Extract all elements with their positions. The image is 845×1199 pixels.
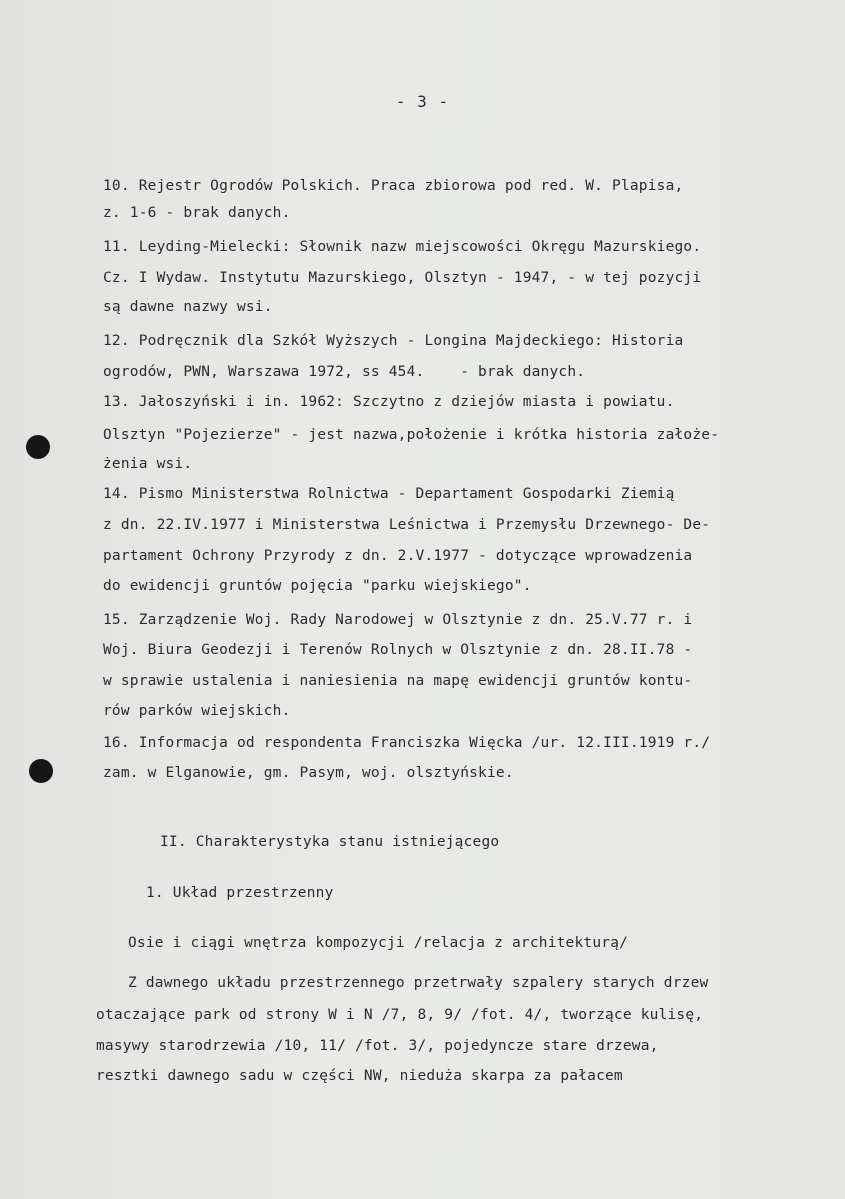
entry-11-line-3: są dawne nazwy wsi. — [103, 299, 273, 315]
entry-12-line-1: 12. Podręcznik dla Szkół Wyższych - Longina Majdeckiego: Historia — [103, 333, 684, 349]
entry-13-line-3: żenia wsi. — [103, 456, 193, 472]
punch-hole-top — [26, 435, 50, 459]
entry-14-line-2: z dn. 22.IV.1977 i Ministerstwa Leśnictwa i Przemysłu Drzewnego- De- — [103, 517, 711, 533]
entry-15-line-3: w sprawie ustalenia i naniesienia na mapę ewidencji gruntów kontu- — [103, 673, 693, 689]
body-line-1: Z dawnego układu przestrzennego przetrwały szpalery starych drzew — [128, 975, 709, 991]
entry-15-line-2: Woj. Biura Geodezji i Terenów Rolnych w Olsztynie z dn. 28.II.78 - — [103, 642, 693, 658]
punch-hole-bottom — [29, 759, 53, 783]
entry-10-line-1: 10. Rejestr Ogrodów Polskich. Praca zbiorowa pod red. W. Plapisa, — [103, 178, 684, 194]
page-number: - 3 - — [395, 92, 450, 111]
section-heading: II. Charakterystyka stanu istniejącego — [160, 834, 500, 850]
entry-15-line-4: rów parków wiejskich. — [103, 703, 291, 719]
entry-15-line-1: 15. Zarządzenie Woj. Rady Narodowej w Olsztynie z dn. 25.V.77 r. i — [103, 612, 693, 628]
entry-13-line-1: 13. Jałoszyński i in. 1962: Szczytno z dziejów miasta i powiatu. — [103, 394, 675, 410]
subsection-heading: 1. Układ przestrzenny — [146, 885, 334, 901]
entry-10-line-2: z. 1-6 - brak danych. — [103, 205, 291, 221]
entry-12-line-2: ogrodów, PWN, Warszawa 1972, ss 454. - brak danych. — [103, 364, 586, 380]
entry-14-line-4: do ewidencji gruntów pojęcia "parku wiejskiego". — [103, 578, 532, 594]
body-line-3: masywy starodrzewia /10, 11/ /fot. 3/, pojedyncze stare drzewa, — [96, 1038, 659, 1054]
entry-14-line-1: 14. Pismo Ministerstwa Rolnictwa - Departament Gospodarki Ziemią — [103, 486, 675, 502]
body-line-4: resztki dawnego sadu w części NW, nieduża skarpa za pałacem — [96, 1068, 623, 1084]
entry-16-line-1: 16. Informacja od respondenta Franciszka Więcka /ur. 12.III.1919 r./ — [103, 735, 711, 751]
entry-11-line-1: 11. Leyding-Mielecki: Słownik nazw miejscowości Okręgu Mazurskiego. — [103, 239, 702, 255]
entry-11-line-2: Cz. I Wydaw. Instytutu Mazurskiego, Olsztyn - 1947, - w tej pozycji — [103, 270, 702, 286]
entry-13-line-2: Olsztyn "Pojezierze" - jest nazwa,położenie i krótka historia założe- — [103, 427, 720, 443]
entry-16-line-2: zam. w Elganowie, gm. Pasym, woj. olsztyńskie. — [103, 765, 514, 781]
body-line-2: otaczające park od strony W i N /7, 8, 9/ /fot. 4/, tworzące kulisę, — [96, 1007, 704, 1023]
subheading: Osie i ciągi wnętrza kompozycji /relacja z architekturą/ — [128, 935, 629, 951]
entry-14-line-3: partament Ochrony Przyrody z dn. 2.V.1977 - dotyczące wprowadzenia — [103, 548, 693, 564]
